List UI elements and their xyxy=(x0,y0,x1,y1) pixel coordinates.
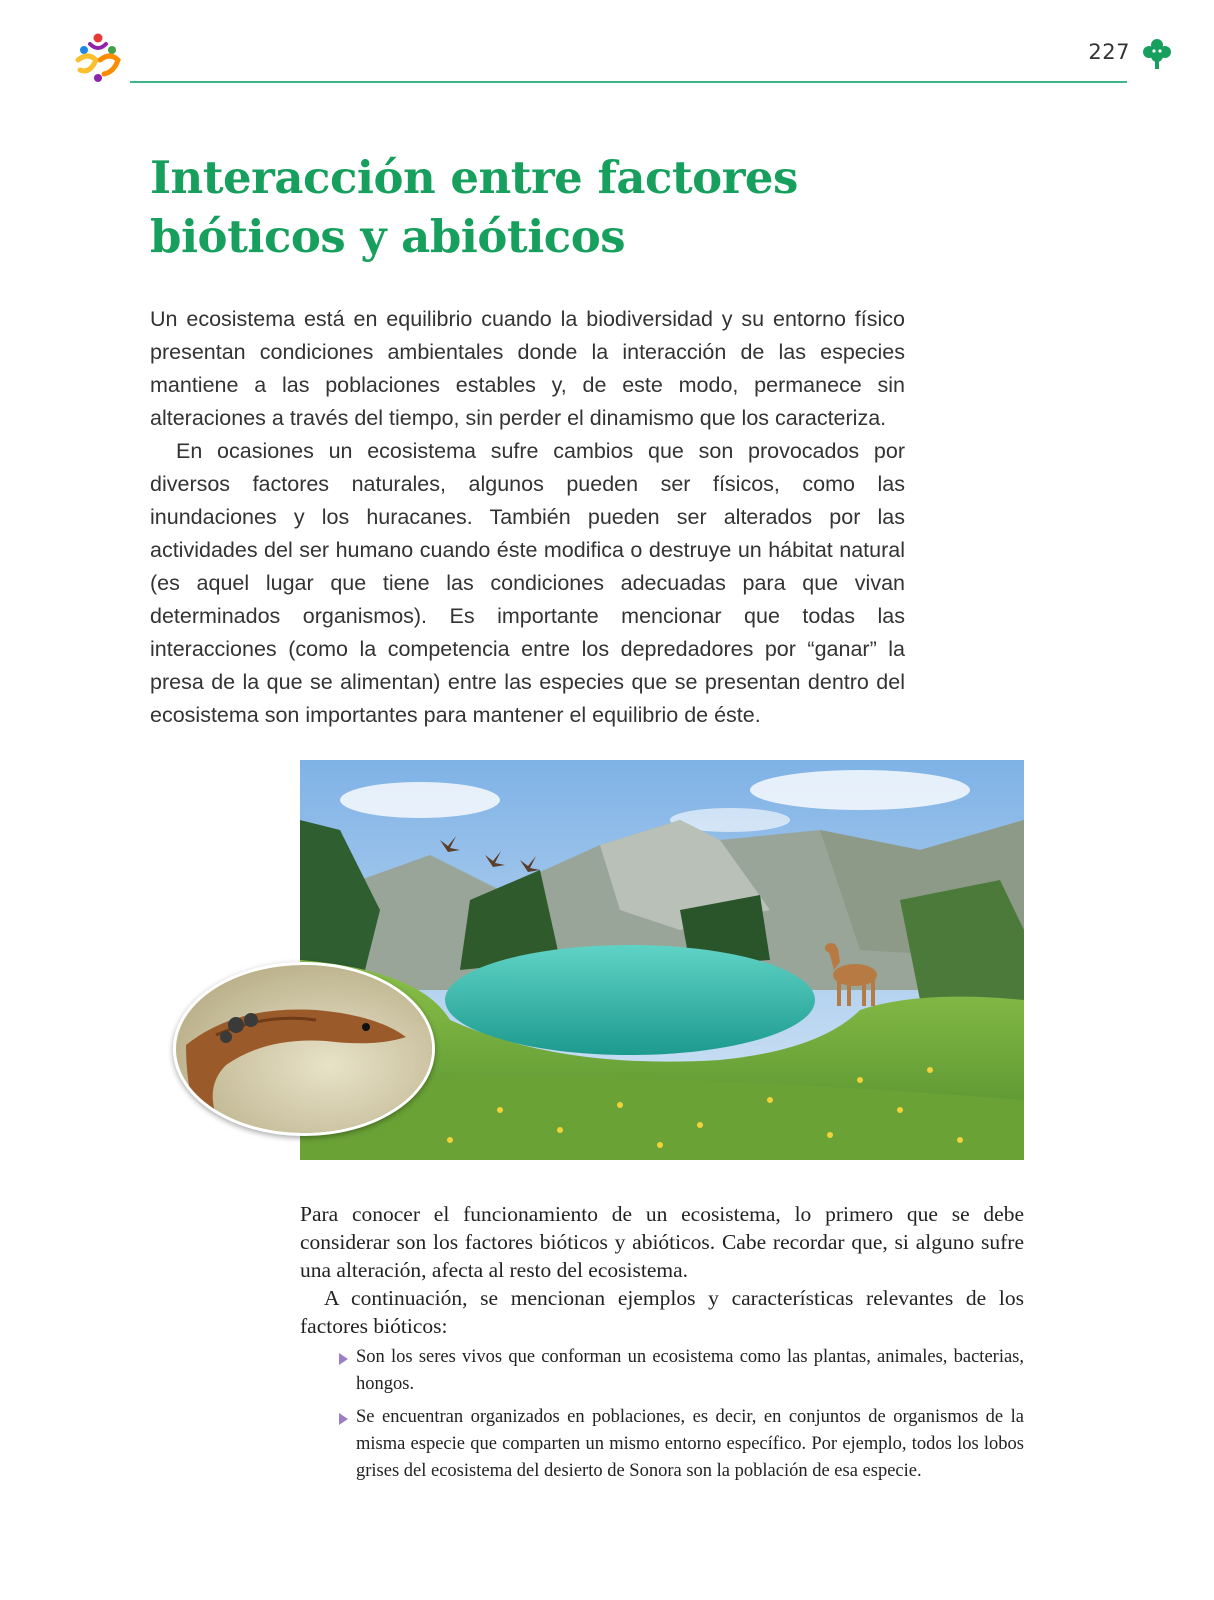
header-rule xyxy=(130,81,1127,83)
title-line-1: Interacción entre factores xyxy=(150,151,798,204)
body-paragraph-1: Para conocer el funcionamiento de un ecosistema, lo primero que se debe considerar son los factores bióticos y abióticos. Cabe recordar que, si alguno sufre una alteración, afecta al resto del ecosistema. xyxy=(300,1202,1024,1282)
green-tree-emblem-icon xyxy=(1142,37,1172,71)
lizard-image xyxy=(173,962,435,1136)
colorful-figures-logo-icon xyxy=(70,30,126,86)
list-item-text: Se encuentran organizados en poblaciones, es decir, en conjuntos de organismos de la misma especie que comparten un mismo entorno específico. Por ejemplo, todos los lobos grises del ecosistema del desierto de Sonora son la población de esa especie. xyxy=(356,1407,1024,1481)
list-item xyxy=(356,1344,1024,1398)
body-paragraph-2: A continuación, se mencionan ejemplos y características relevantes de los factores bióticos: xyxy=(300,1286,1024,1338)
intro-paragraph-2: En ocasiones un ecosistema sufre cambios que son provocados por diversos factores naturales, algunos pueden ser físicos, como las inundaciones y los huracanes. También pueden ser alterados por las actividades del ser humano cuando éste modifica o destruye un hábitat natural (es aquel lugar que tiene las condiciones adecuadas para que vivan determinados organismos). Es importante mencionar que todas las interacciones (como la competencia entre los depredadores por “ganar” la presa de la que se alimentan) entre las especies que se presentan dentro del ecosistema son importantes para mantener el equilibrio de éste. xyxy=(150,439,905,727)
title-line-2: bióticos y abióticos xyxy=(150,210,626,263)
triangle-bullet-icon xyxy=(339,1413,348,1425)
body-text xyxy=(300,1200,1024,1491)
list-item xyxy=(356,1404,1024,1485)
page-number: 227 xyxy=(1088,40,1130,64)
page-title xyxy=(150,148,910,266)
list-item-text: Son los seres vivos que conforman un ecosistema como las plantas, animales, bacterias, hongos. xyxy=(356,1347,1024,1394)
biotic-factors-list xyxy=(300,1344,1024,1485)
triangle-bullet-icon xyxy=(339,1353,348,1365)
intro-paragraph-1: Un ecosistema está en equilibrio cuando la biodiversidad y su entorno físico presentan condiciones ambientales donde la interacción de las especies mantiene a las poblaciones estables y, de este modo, permanece sin alteraciones a través del tiempo, sin perder el dinamismo que los caracteriza. xyxy=(150,307,905,430)
intro-text xyxy=(150,303,905,732)
